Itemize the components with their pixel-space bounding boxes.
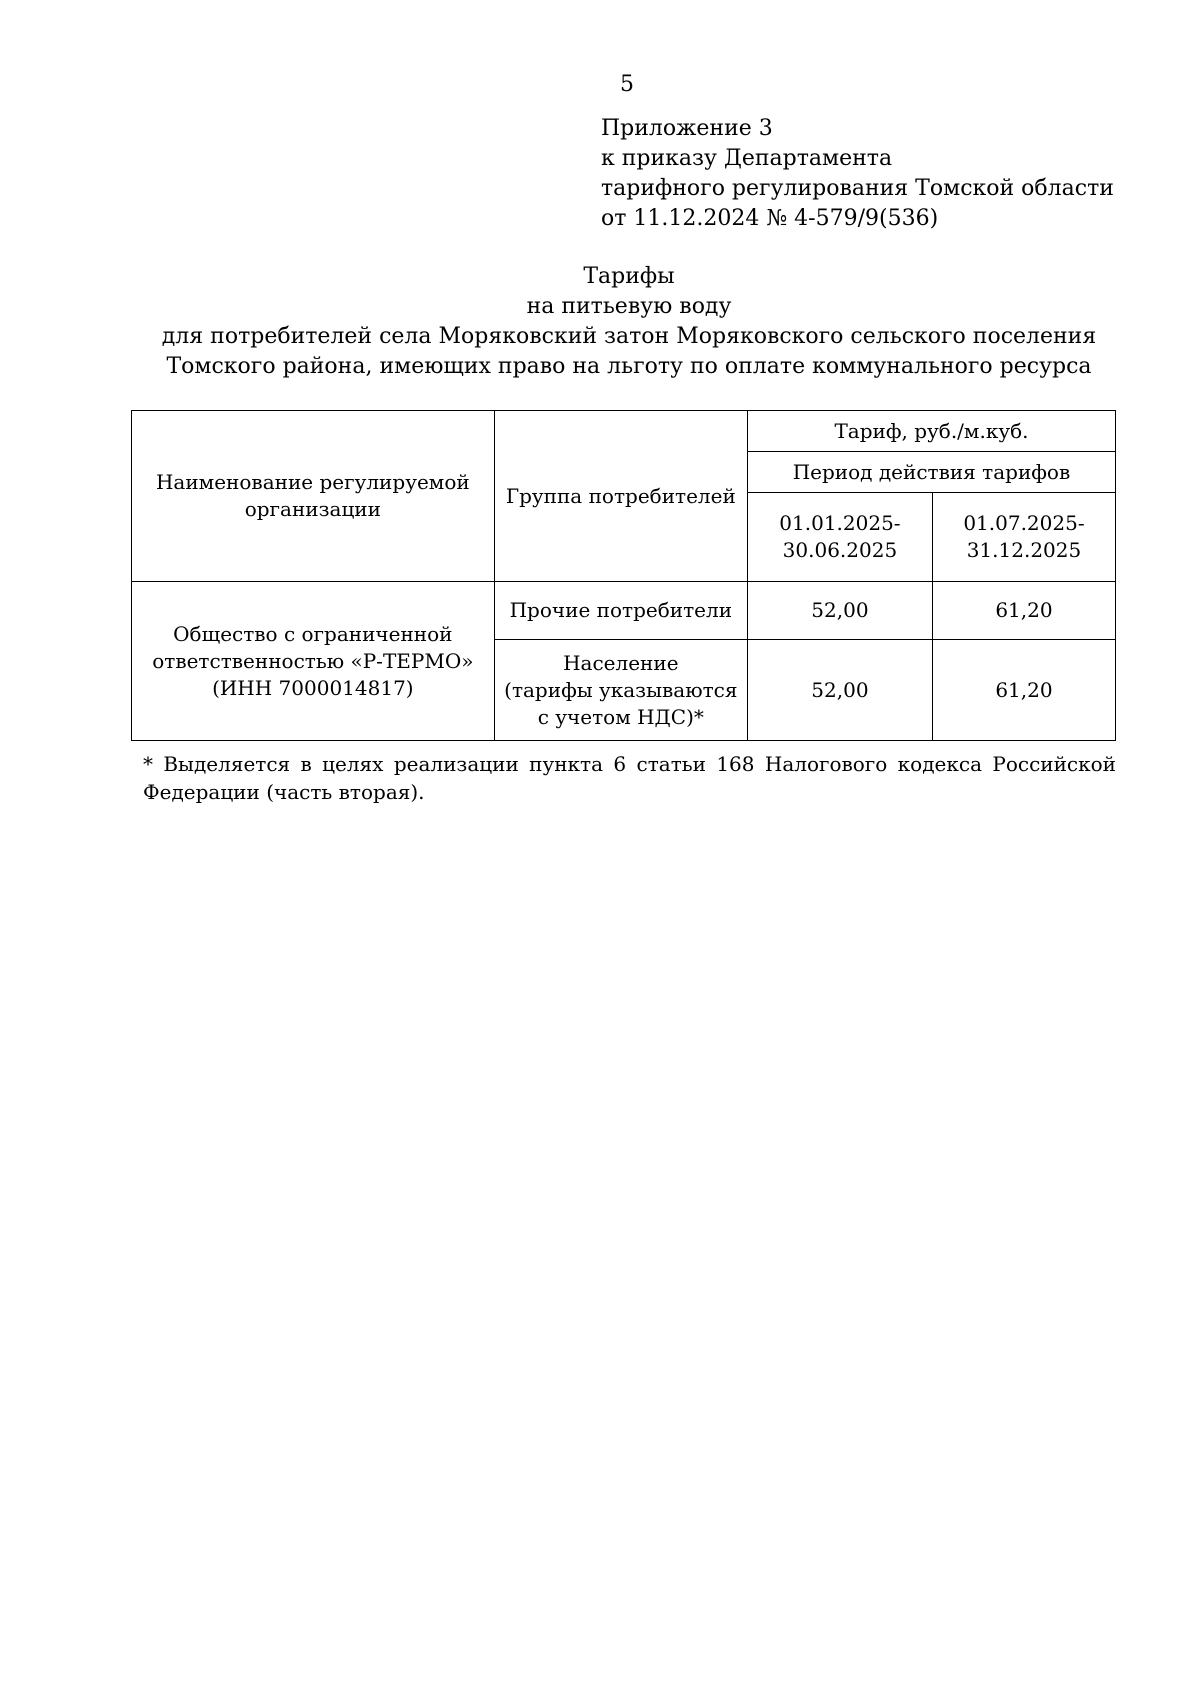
tariff-value-cell — [747, 640, 932, 741]
footnote: * Выделяется в целях реализации пункта 6 статьи 168 Налогового кодекса Российской Федерации (часть вторая). — [143, 752, 1116, 804]
tariff-value: 52,00 — [811, 598, 869, 622]
table-row — [132, 582, 1116, 640]
header-period-1 — [747, 493, 932, 582]
appendix-line: Приложение 3 — [601, 116, 773, 141]
group-text: Население — [563, 650, 679, 675]
group-text: с учетом НДС)* — [537, 704, 704, 729]
title-line: Томского района, имеющих право на льготу по оплате коммунального ресурса — [166, 354, 1092, 379]
title-line: для потребителей села Моряковский затон Моряковского сельского поселения — [161, 324, 1097, 349]
period-end: 31.12.2025 — [966, 538, 1082, 562]
header-period-2 — [932, 493, 1115, 582]
title-line: Тарифы — [583, 264, 675, 289]
appendix-line: от 11.12.2024 № 4-579/9(536) — [601, 206, 939, 231]
appendix-header — [601, 114, 1114, 234]
table-header-row — [132, 411, 1116, 452]
group-text: Прочие потребители — [509, 598, 733, 622]
appendix-line: к приказу Департамента — [601, 146, 893, 171]
period-end: 30.06.2025 — [782, 538, 898, 562]
header-group — [494, 411, 747, 582]
header-period — [747, 452, 1115, 493]
header-period-text: Период действия тарифов — [792, 459, 1071, 484]
org-name-line: Общество с ограниченной — [173, 621, 453, 646]
tariff-value: 61,20 — [995, 677, 1053, 702]
org-inn: (ИНН 7000014817) — [212, 675, 414, 700]
tariff-value-cell — [932, 640, 1115, 741]
header-group-text: Группа потребителей — [505, 483, 736, 508]
header-tariff — [747, 411, 1115, 452]
tariff-value-cell — [747, 582, 932, 640]
group-text: (тарифы указываются — [504, 677, 738, 702]
document-title — [0, 262, 1200, 382]
tariff-value: 61,20 — [995, 598, 1053, 622]
tariff-value-cell — [932, 582, 1115, 640]
period-start: 01.07.2025- — [963, 511, 1085, 535]
header-org-text: Наименование регулируемой организации — [155, 470, 470, 521]
org-cell — [132, 582, 495, 741]
title-line: на питьевую воду — [526, 294, 732, 319]
header-org — [132, 411, 495, 582]
period-start: 01.01.2025- — [779, 511, 901, 535]
tariff-value: 52,00 — [811, 677, 869, 702]
tariff-table — [131, 410, 1116, 741]
group-cell — [494, 640, 747, 741]
page-number: 5 — [620, 72, 634, 97]
org-name-line: ответственностью «Р-ТЕРМО» — [152, 648, 474, 673]
group-cell — [494, 582, 747, 640]
header-tariff-text: Тариф, руб./м.куб. — [834, 418, 1029, 443]
appendix-line: тарифного регулирования Томской области — [601, 176, 1114, 201]
